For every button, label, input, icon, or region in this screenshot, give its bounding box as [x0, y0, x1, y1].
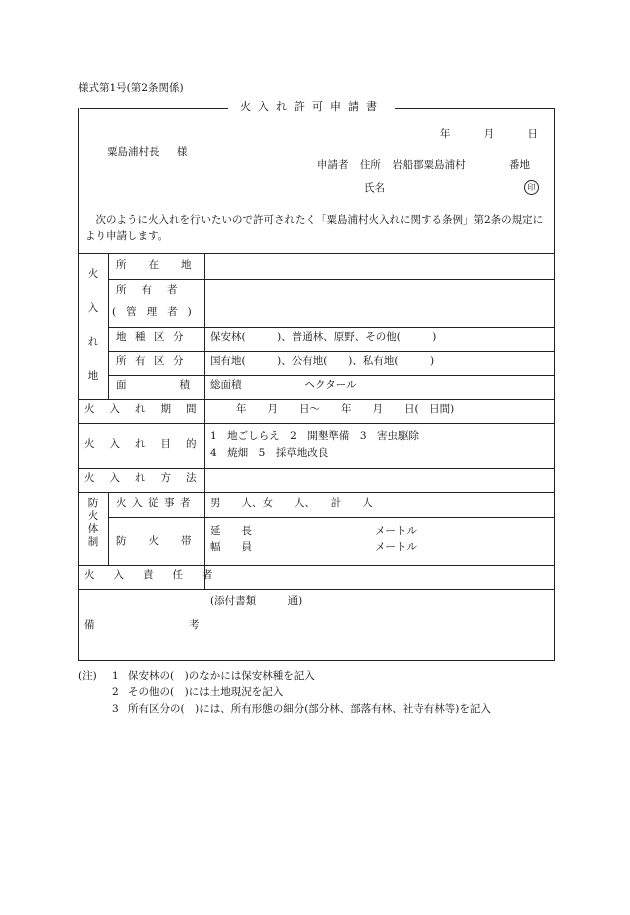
- area-label: 面積: [116, 379, 243, 391]
- rule: [108, 253, 109, 399]
- land-class-label: 地種区分: [116, 331, 192, 343]
- rule: [108, 327, 555, 328]
- honorific: 様: [176, 146, 188, 158]
- group-char: 地: [87, 370, 99, 383]
- group-char: 体: [87, 523, 99, 536]
- period-label: 火入れ期間: [84, 403, 212, 415]
- date-line: [410, 128, 538, 141]
- location-label: [116, 259, 214, 272]
- address-label: 住所: [359, 159, 381, 171]
- note-item: [78, 668, 491, 684]
- rule: [78, 468, 555, 469]
- note-number: 2: [112, 686, 119, 699]
- rule: [108, 492, 109, 565]
- note-number: 1: [112, 670, 119, 682]
- owner-label: 所有者: [116, 284, 193, 296]
- group-char: 入: [87, 302, 99, 315]
- remarks-label-1: 備: [84, 619, 95, 631]
- ownership-class-label: 所有区分: [116, 355, 192, 367]
- purpose-line-1: 1 地ごしらえ 2 開墾準備 3 害虫駆除: [210, 430, 420, 442]
- firebreak-width-label: 幅 員: [210, 541, 252, 553]
- workers-value: 男 人、女 人、 計 人: [210, 497, 373, 509]
- addressee-name: 粟島浦村長: [107, 146, 160, 158]
- applicant-label: 申請者: [317, 159, 349, 171]
- day-label: 日: [527, 128, 538, 140]
- meter-unit-length: メートル: [375, 525, 417, 537]
- applicant-address: [317, 159, 538, 172]
- note-text: 保安林の( )のなかには保安林種を記入: [128, 670, 315, 682]
- period-value: 年 月 日〜 年 月 日( 日間): [236, 403, 455, 415]
- application-statement: 次のように火入れを行いたいので許可されたく「粟島浦村火入れに関する条例」第2条の規定により申請します。: [85, 214, 544, 243]
- remarks-value: (添付書類 通): [210, 595, 303, 607]
- land-class-value: 保安林( )、普通林、原野、その他( ): [210, 331, 437, 343]
- rule: [108, 517, 555, 518]
- note-text: その他の( )には土地現況を記入: [128, 686, 284, 699]
- group-char: 火: [87, 268, 99, 281]
- notes: [78, 668, 491, 717]
- note-item: [78, 701, 491, 717]
- responsible-label: 火入責任者: [84, 569, 232, 581]
- rule: [108, 279, 555, 280]
- remarks-label-2: 考: [189, 619, 200, 631]
- address-value: 岩船郡粟島浦村: [392, 159, 466, 171]
- note-number: 3: [112, 702, 119, 715]
- meter-unit-width: メートル: [375, 541, 417, 553]
- notes-lead: (注): [78, 670, 97, 682]
- firebreak-length-label: 延 長: [210, 525, 252, 537]
- ownership-class-value: 国有地( )、公有地( )、私有地( ): [210, 355, 435, 367]
- month-label: 月: [483, 128, 495, 140]
- rule: [78, 399, 555, 400]
- purpose-label: 火入れ目的: [84, 438, 212, 450]
- form-label: 様式第1号(第2条関係): [78, 82, 184, 94]
- group-char: 火: [87, 510, 99, 523]
- area-value: 総面積 ヘクタール: [210, 379, 357, 391]
- table-top-rule: [78, 253, 555, 254]
- note-text: 所有区分の( )には、所有形態の細分(部分林、部落有林、社寺有林等)を記入: [128, 702, 491, 715]
- group-char: 制: [87, 536, 99, 549]
- manager-label: (管理者): [112, 306, 202, 318]
- fire-site-group-label: [78, 258, 108, 394]
- rule: [78, 423, 555, 424]
- note-item: [78, 684, 491, 700]
- firebreak-label: 防火帯: [116, 535, 214, 547]
- rule: [78, 565, 555, 566]
- workers-label: 火入従事者: [116, 497, 196, 509]
- name-label: 氏名: [364, 182, 385, 194]
- year-label: 年: [439, 128, 451, 140]
- addressee: [107, 146, 187, 159]
- rule: [78, 589, 555, 590]
- rule: [108, 351, 555, 352]
- document-title: 火入れ許可申請書: [240, 100, 384, 113]
- group-char: れ: [87, 336, 99, 349]
- rule: [108, 375, 555, 376]
- method-label: 火入れ方法: [84, 472, 212, 484]
- banchi-label: 番地: [509, 159, 531, 171]
- seal-mark: 印: [524, 180, 539, 195]
- group-char: 防: [87, 497, 99, 509]
- rule: [78, 492, 555, 493]
- purpose-line-2: 4 焼畑 5 採草地改良: [210, 447, 329, 459]
- fire-prevention-group-label: [78, 497, 108, 550]
- location-label-text: 所在地: [116, 259, 214, 271]
